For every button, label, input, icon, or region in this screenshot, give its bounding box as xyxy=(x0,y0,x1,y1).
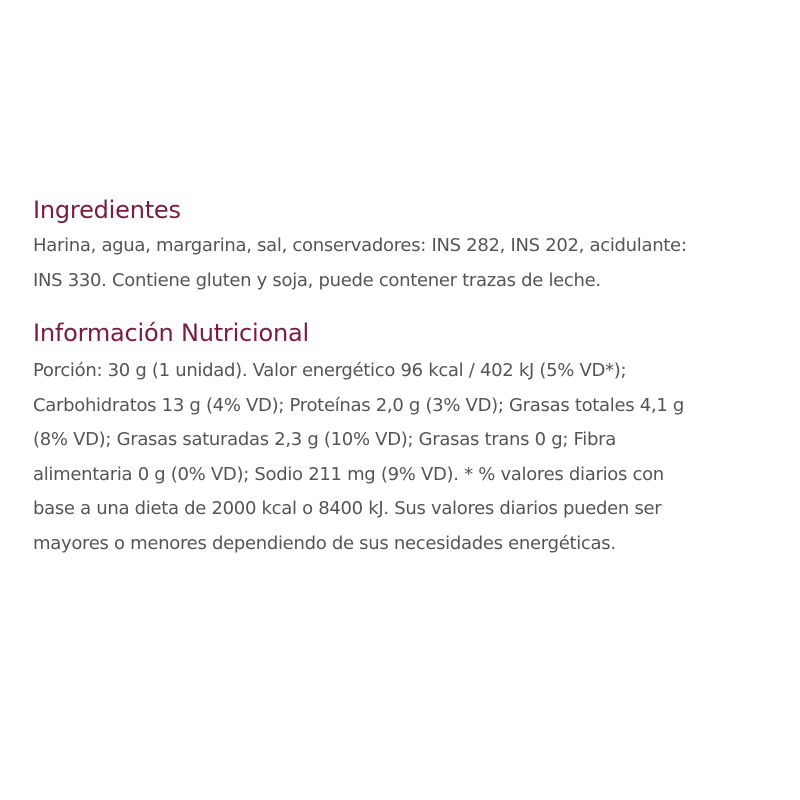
nutrition-section xyxy=(33,318,773,561)
ingredients-section xyxy=(33,195,773,298)
nutrition-line: base a una dieta de 2000 kcal o 8400 kJ. Sus valores diarios pueden ser xyxy=(33,498,662,519)
nutrition-line: (8% VD); Grasas saturadas 2,3 g (10% VD); Grasas trans 0 g; Fibra xyxy=(33,429,616,450)
ingredients-title: Ingredientes xyxy=(33,196,181,224)
nutrition-line: alimentaria 0 g (0% VD); Sodio 211 mg (9% VD). * % valores diarios con xyxy=(33,463,664,485)
nutrition-text xyxy=(33,354,773,561)
nutrition-title: Información Nutricional xyxy=(33,319,309,347)
product-info xyxy=(33,195,773,561)
ingredients-line: Harina, agua, margarina, sal, conservadores: INS 282, INS 202, acidulante: xyxy=(33,235,687,256)
ingredients-line: INS 330. Contiene gluten y soja, puede contener trazas de leche. xyxy=(33,269,601,291)
nutrition-line: mayores o menores dependiendo de sus necesidades energéticas. xyxy=(33,532,616,554)
nutrition-line: Porción: 30 g (1 unidad). Valor energético 96 kcal / 402 kJ (5% VD*); xyxy=(33,360,627,381)
ingredients-text xyxy=(33,229,773,298)
nutrition-line: Carbohidratos 13 g (4% VD); Proteínas 2,0 g (3% VD); Grasas totales 4,1 g xyxy=(33,394,685,416)
